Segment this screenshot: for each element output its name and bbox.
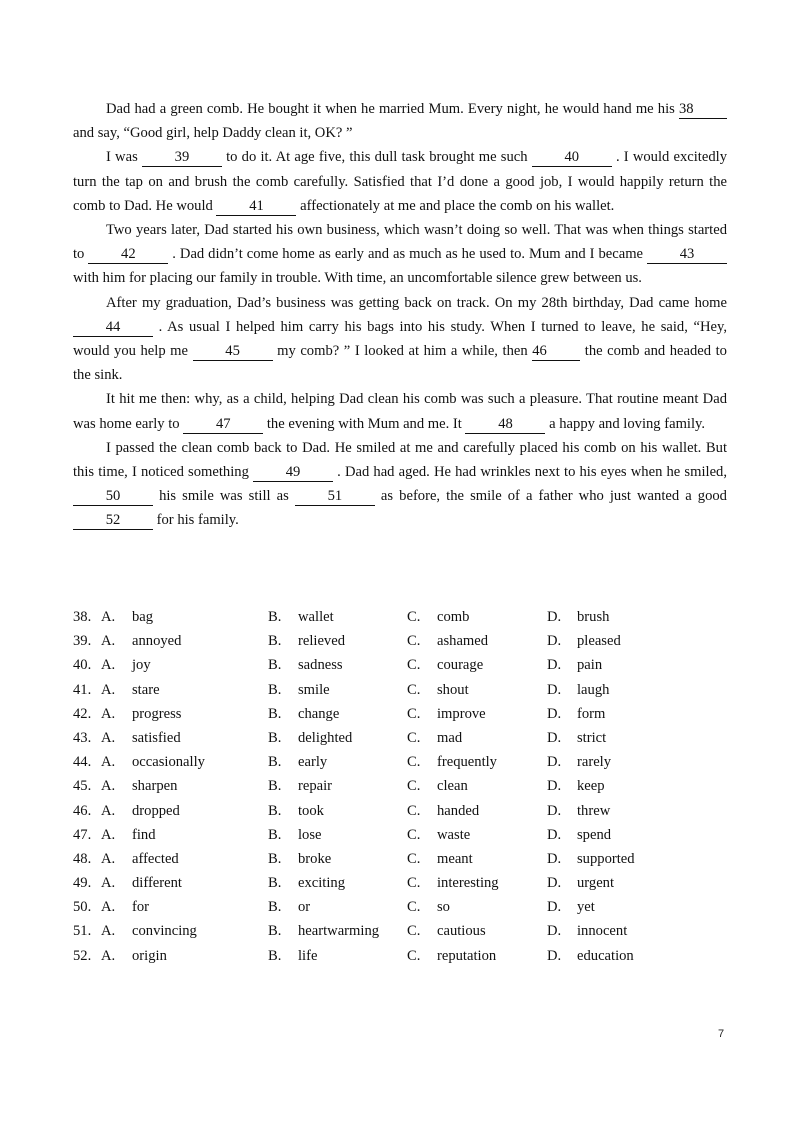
option-letter: A.	[101, 609, 116, 625]
option-d	[547, 799, 687, 823]
option-c	[407, 629, 547, 653]
option-text: or	[298, 899, 311, 916]
option-text: clean	[437, 778, 468, 795]
option-text: yet	[577, 899, 595, 916]
option-letter: B.	[268, 875, 282, 892]
question-number: 52.	[73, 947, 92, 964]
option-a	[101, 678, 268, 702]
option-text: occasionally	[132, 754, 205, 771]
option-c	[407, 678, 547, 702]
option-a	[101, 847, 268, 871]
option-letter: C.	[407, 899, 421, 916]
option-text: frequently	[437, 754, 497, 771]
question-row	[73, 847, 727, 871]
option-c	[407, 774, 547, 798]
option-c	[407, 871, 547, 895]
passage-text: . As usual I helped him carry his bags into his study. When I turned to leave, he said, “Hey, would you help me	[73, 318, 727, 360]
question-row	[73, 919, 727, 943]
option-letter: D.	[547, 609, 562, 625]
option-letter: D.	[547, 633, 562, 650]
option-text: rarely	[577, 754, 612, 771]
question-number: 51.	[73, 923, 92, 940]
option-letter: C.	[407, 633, 421, 650]
option-text: so	[437, 899, 450, 916]
option-text: repair	[298, 778, 333, 795]
option-text: laugh	[577, 681, 610, 698]
question-number: 46.	[73, 802, 92, 819]
option-text: waste	[437, 826, 471, 843]
option-letter: D.	[547, 729, 562, 746]
option-b	[268, 678, 407, 702]
option-text: innocent	[577, 923, 628, 940]
option-letter: C.	[407, 923, 421, 940]
option-d	[547, 871, 687, 895]
option-text: meant	[437, 850, 473, 867]
passage-text: his smile was still as	[153, 488, 295, 505]
option-c	[407, 823, 547, 847]
option-text: change	[298, 705, 340, 722]
option-letter: A.	[101, 850, 116, 867]
passage-text: as before, the smile of a father who just wanted a good	[374, 488, 727, 505]
option-letter: A.	[101, 657, 116, 674]
option-letter: C.	[407, 705, 421, 722]
blank-44: 44	[73, 319, 153, 337]
question-row	[73, 774, 727, 798]
passage-paragraph-5	[73, 387, 727, 435]
option-text: sadness	[298, 657, 343, 674]
blank-46: 46	[532, 343, 580, 361]
option-letter: B.	[268, 947, 282, 964]
question-number: 43.	[73, 729, 92, 746]
option-letter: B.	[268, 754, 282, 771]
blank-50: 50	[73, 488, 153, 506]
option-text: strict	[577, 729, 607, 746]
option-text: relieved	[298, 633, 345, 650]
option-text: urgent	[577, 875, 615, 892]
option-a	[101, 799, 268, 823]
question-number: 48.	[73, 850, 92, 867]
option-text: progress	[132, 705, 182, 722]
option-letter: D.	[547, 875, 562, 892]
passage-text: I was	[106, 149, 142, 166]
option-b	[268, 774, 407, 798]
question-number: 47.	[73, 826, 92, 843]
option-letter: D.	[547, 923, 562, 940]
passage-text: my comb? ” I looked at him a while, then	[272, 343, 533, 360]
passage-text: Two years later, Dad started his own business, which wasn’t doing so well. That was when things started to	[73, 222, 727, 263]
option-text: stare	[132, 681, 160, 698]
passage-paragraph-2	[73, 145, 727, 218]
option-text: mad	[437, 729, 463, 746]
option-text: form	[577, 705, 606, 722]
option-text: for	[132, 899, 150, 916]
option-b	[268, 726, 407, 750]
option-c	[407, 799, 547, 823]
option-letter: B.	[268, 899, 282, 916]
option-d	[547, 605, 687, 629]
option-text: interesting	[437, 875, 499, 892]
option-letter: A.	[101, 778, 116, 795]
option-letter: C.	[407, 729, 421, 746]
option-text: wallet	[298, 609, 334, 625]
option-text: keep	[577, 778, 605, 795]
blank-49: 49	[253, 464, 333, 482]
option-d	[547, 823, 687, 847]
option-d	[547, 750, 687, 774]
option-a	[101, 823, 268, 847]
blank-45: 45	[193, 343, 273, 361]
option-text: sharpen	[132, 778, 178, 795]
option-c	[407, 605, 547, 629]
option-letter: C.	[407, 681, 421, 698]
option-letter: B.	[268, 826, 282, 843]
option-d	[547, 726, 687, 750]
blank-38: 38	[679, 101, 727, 119]
option-d	[547, 653, 687, 677]
option-c	[407, 702, 547, 726]
option-text: life	[298, 947, 318, 964]
passage-text: I passed the clean comb back to Dad. He smiled at me and carefully placed his comb on his wallet. But this time, I noticed something	[73, 439, 727, 481]
option-b	[268, 750, 407, 774]
option-text: pain	[577, 657, 603, 674]
option-b	[268, 823, 407, 847]
option-text: bag	[132, 609, 154, 625]
option-text: smile	[298, 681, 330, 698]
question-row	[73, 629, 727, 653]
passage-paragraph-3	[73, 218, 727, 291]
option-b	[268, 919, 407, 943]
option-d	[547, 944, 687, 968]
option-b	[268, 944, 407, 968]
option-letter: B.	[268, 923, 282, 940]
question-row	[73, 871, 727, 895]
question-row	[73, 605, 727, 629]
question-row	[73, 799, 727, 823]
blank-51: 51	[295, 488, 375, 506]
option-letter: B.	[268, 633, 282, 650]
question-row	[73, 653, 727, 677]
passage-text: to do it. At age five, this dull task brought me such	[221, 149, 532, 166]
option-letter: C.	[407, 826, 421, 843]
option-d	[547, 629, 687, 653]
option-a	[101, 605, 268, 629]
question-row	[73, 702, 727, 726]
option-letter: D.	[547, 850, 562, 867]
blank-43: 43	[647, 246, 727, 264]
option-b	[268, 895, 407, 919]
option-text: joy	[132, 657, 151, 674]
question-number: 50.	[73, 899, 92, 916]
option-text: early	[298, 754, 328, 771]
question-row	[73, 726, 727, 750]
option-letter: A.	[101, 633, 116, 650]
option-d	[547, 702, 687, 726]
option-letter: B.	[268, 609, 282, 625]
passage-text: the evening with Mum and me. It	[263, 415, 466, 432]
option-letter: B.	[268, 705, 282, 722]
option-letter: B.	[268, 729, 282, 746]
option-b	[268, 799, 407, 823]
option-text: threw	[577, 802, 611, 819]
passage-paragraph-1	[73, 97, 727, 145]
option-a	[101, 871, 268, 895]
option-text: dropped	[132, 802, 180, 819]
option-text: cautious	[437, 923, 486, 940]
option-text: ashamed	[437, 633, 489, 650]
option-b	[268, 847, 407, 871]
option-text: origin	[132, 947, 167, 964]
option-text: affected	[132, 850, 179, 867]
option-letter: C.	[407, 754, 421, 771]
option-a	[101, 774, 268, 798]
passage-text: for his family.	[153, 512, 239, 529]
passage-paragraph-6	[73, 436, 727, 533]
option-text: handed	[437, 802, 480, 819]
option-letter: A.	[101, 923, 116, 940]
option-letter: D.	[547, 826, 562, 843]
option-letter: A.	[101, 729, 116, 746]
option-d	[547, 919, 687, 943]
option-text: exciting	[298, 875, 346, 892]
question-row	[73, 895, 727, 919]
option-text: education	[577, 947, 634, 964]
option-d	[547, 847, 687, 871]
option-letter: A.	[101, 681, 116, 698]
option-text: lose	[298, 826, 322, 843]
option-letter: A.	[101, 947, 116, 964]
option-c	[407, 919, 547, 943]
option-letter: C.	[407, 850, 421, 867]
option-d	[547, 774, 687, 798]
option-letter: B.	[268, 778, 282, 795]
option-text: find	[132, 826, 156, 843]
option-text: improve	[437, 705, 486, 722]
passage-paragraph-4	[73, 291, 727, 388]
option-c	[407, 847, 547, 871]
blank-41: 41	[216, 198, 296, 216]
option-letter: D.	[547, 657, 562, 674]
blank-40: 40	[532, 149, 612, 167]
option-letter: D.	[547, 802, 562, 819]
option-text: comb	[437, 609, 470, 625]
option-letter: B.	[268, 681, 282, 698]
passage-text: . I would excitedly turn the tap on and brush the comb carefully. Satisfied that I’d done a good job, I would happily return the comb to Dad. He would	[73, 149, 727, 214]
question-row	[73, 823, 727, 847]
option-letter: C.	[407, 802, 421, 819]
option-letter: C.	[407, 609, 421, 625]
option-b	[268, 605, 407, 629]
question-row	[73, 678, 727, 702]
passage-text: affectionately at me and place the comb on his wallet.	[296, 197, 615, 214]
option-a	[101, 702, 268, 726]
option-letter: D.	[547, 754, 562, 771]
option-a	[101, 895, 268, 919]
option-a	[101, 944, 268, 968]
option-letter: C.	[407, 947, 421, 964]
question-number: 45.	[73, 778, 92, 795]
option-text: different	[132, 875, 182, 892]
question-number: 41.	[73, 681, 92, 698]
option-text: convincing	[132, 923, 197, 940]
option-a	[101, 919, 268, 943]
passage-text: and say, “Good girl, help Daddy clean it, OK? ”	[73, 125, 353, 142]
option-text: courage	[437, 657, 484, 674]
passage-text: the comb and headed to the sink.	[73, 343, 727, 384]
cloze-passage	[73, 97, 727, 533]
option-b	[268, 629, 407, 653]
option-text: annoyed	[132, 633, 182, 650]
blank-47: 47	[183, 416, 263, 434]
question-number: 38.	[73, 609, 92, 625]
option-a	[101, 726, 268, 750]
option-letter: B.	[268, 802, 282, 819]
option-text: satisfied	[132, 729, 181, 746]
option-text: shout	[437, 681, 469, 698]
blank-39: 39	[142, 149, 222, 167]
blank-52: 52	[73, 512, 153, 530]
passage-text: After my graduation, Dad’s business was getting back on track. On my 28th birthday, Dad came home	[106, 294, 727, 311]
question-number: 39.	[73, 633, 92, 650]
option-letter: D.	[547, 947, 562, 964]
option-text: supported	[577, 850, 635, 867]
option-b	[268, 871, 407, 895]
passage-text: a happy and loving family.	[545, 415, 706, 432]
option-letter: D.	[547, 778, 562, 795]
option-c	[407, 750, 547, 774]
blank-42: 42	[88, 246, 168, 264]
option-d	[547, 895, 687, 919]
option-letter: A.	[101, 826, 116, 843]
option-c	[407, 653, 547, 677]
option-text: reputation	[437, 947, 497, 964]
option-b	[268, 702, 407, 726]
option-c	[407, 944, 547, 968]
question-number: 40.	[73, 657, 92, 674]
option-letter: C.	[407, 875, 421, 892]
answer-options-list	[73, 605, 727, 968]
option-letter: B.	[268, 657, 282, 674]
option-d	[547, 678, 687, 702]
option-letter: D.	[547, 899, 562, 916]
option-letter: A.	[101, 754, 116, 771]
option-text: heartwarming	[298, 923, 380, 940]
option-text: delighted	[298, 729, 353, 746]
option-c	[407, 895, 547, 919]
passage-text: . Dad had aged. He had wrinkles next to his eyes when he smiled,	[333, 464, 727, 481]
page-number: 7	[718, 1028, 725, 1040]
option-c	[407, 726, 547, 750]
passage-text: . Dad didn’t come home as early and as much as he used to. Mum and I became	[168, 246, 647, 263]
passage-text: with him for placing our family in trouble. With time, an uncomfortable silence grew between us.	[73, 270, 642, 287]
option-letter: C.	[407, 778, 421, 795]
question-number: 42.	[73, 705, 92, 722]
option-a	[101, 750, 268, 774]
option-text: took	[298, 802, 324, 819]
question-row	[73, 944, 727, 968]
option-letter: A.	[101, 875, 116, 892]
question-number: 49.	[73, 875, 92, 892]
option-letter: A.	[101, 899, 116, 916]
option-letter: C.	[407, 657, 421, 674]
option-a	[101, 653, 268, 677]
option-letter: A.	[101, 802, 116, 819]
option-letter: D.	[547, 681, 562, 698]
option-b	[268, 653, 407, 677]
option-letter: B.	[268, 850, 282, 867]
option-letter: D.	[547, 705, 562, 722]
option-text: brush	[577, 609, 610, 625]
question-row	[73, 750, 727, 774]
option-letter: A.	[101, 705, 116, 722]
option-text: spend	[577, 826, 612, 843]
passage-text: It hit me then: why, as a child, helping Dad clean his comb was such a pleasure. That routine meant Dad was home early to	[73, 391, 727, 432]
blank-48: 48	[465, 416, 545, 434]
question-number: 44.	[73, 754, 92, 771]
option-text: broke	[298, 850, 332, 867]
option-text: pleased	[577, 633, 621, 650]
passage-text: Dad had a green comb. He bought it when he married Mum. Every night, he would hand me his	[106, 101, 679, 117]
option-a	[101, 629, 268, 653]
